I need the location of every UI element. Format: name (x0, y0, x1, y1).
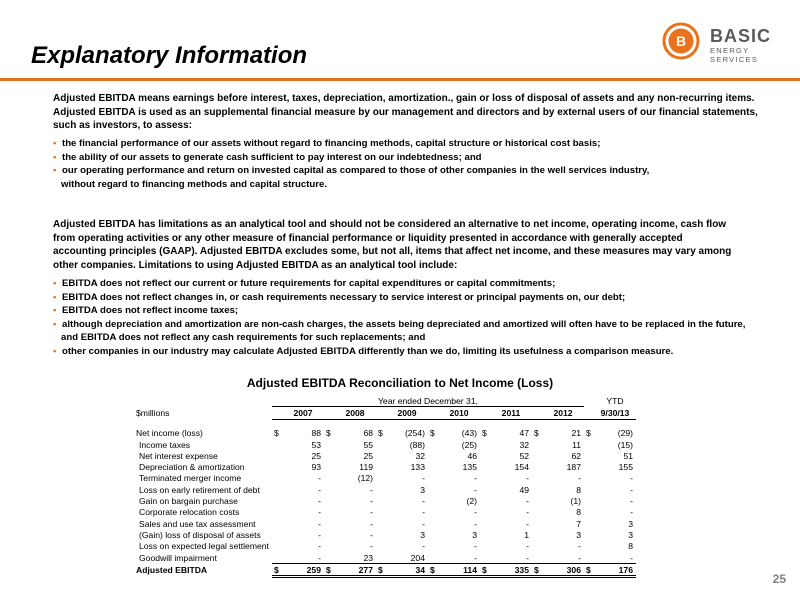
table-cell: 119 (359, 462, 373, 473)
table-cell: - (370, 496, 373, 507)
table-cell: 68 (363, 428, 373, 439)
total-cell: 306 (542, 564, 584, 577)
table-cell: 3 (472, 529, 477, 540)
table-cell: (2) (466, 496, 477, 507)
table-cell: - (422, 541, 425, 552)
list-item: • the ability of our assets to generate cash sufficient to pay interest on our indebtedness; and (53, 151, 773, 165)
table-cell: 135 (462, 462, 477, 473)
currency-cell (376, 484, 386, 495)
table-cell: - (490, 552, 532, 564)
currency-cell (584, 541, 594, 552)
currency-cell (324, 541, 334, 552)
spacer-cell (584, 395, 594, 407)
currency-cell (324, 439, 334, 450)
currency-cell (584, 484, 594, 495)
currency-cell (584, 439, 594, 450)
basic-logo-icon (662, 22, 700, 60)
currency-cell (480, 529, 490, 540)
currency-cell (428, 450, 438, 461)
table-cell: - (594, 552, 636, 564)
table-cell: 32 (415, 450, 425, 461)
table-cell: 23 (334, 552, 376, 564)
currency-cell: $ (532, 564, 542, 577)
currency-cell (376, 507, 386, 518)
currency-cell (272, 529, 282, 540)
row-label: Net income (loss) (136, 428, 203, 439)
currency-cell (324, 473, 334, 484)
table-cell: (254) (404, 428, 425, 439)
table-cell: 3 (420, 529, 425, 540)
row-label: Terminated merger income (139, 473, 242, 484)
currency-cell (480, 484, 490, 495)
table-cell: 32 (519, 439, 529, 450)
currency-cell (532, 541, 542, 552)
page-number: 25 (772, 572, 786, 586)
currency-cell (376, 450, 386, 461)
table-cell: 155 (618, 462, 633, 473)
total-cell: 335 (490, 564, 532, 577)
row-label: Goodwill impairment (139, 552, 217, 563)
ytd-header: YTD (606, 395, 624, 406)
currency-cell (584, 473, 594, 484)
currency-cell (480, 518, 490, 529)
table-cell: (12) (357, 473, 373, 484)
table-cell: - (318, 507, 321, 518)
table-cell: 55 (363, 439, 373, 450)
logo-subtitle: ENERGY SERVICES (710, 46, 759, 64)
currency-cell: $ (324, 564, 334, 577)
spacer-cell (532, 407, 542, 419)
table-row (133, 428, 636, 439)
list-item: • EBITDA does not reflect income taxes; (53, 304, 773, 318)
table-row (133, 461, 636, 472)
table-cell: - (370, 507, 373, 518)
total-label: Adjusted EBITDA (136, 565, 208, 576)
limitations-paragraph: Adjusted EBITDA has limitations as an analytical tool and should not be considered an alternative to net income, operating income, cash flow from operating activities or any other measure of financial performance or liquidity presented in accordance with generally accepted accounting principles (GAAP). Adjusted EBITDA excludes some, but not all, items that affect net income, and these measures may vary among other companies. Limitations to using Adjusted EBITDA as an analytical tool include: (53, 219, 732, 271)
row-label: Corporate relocation costs (139, 507, 240, 518)
spacer-cell (133, 419, 636, 428)
row-label: (Gain) loss of disposal of assets (139, 529, 261, 540)
currency-cell (532, 439, 542, 450)
table-cell: (25) (461, 439, 477, 450)
currency-cell: $ (378, 428, 383, 439)
table-cell: 1 (524, 529, 529, 540)
column-header: 2010 (438, 407, 480, 419)
table-cell: 3 (576, 529, 581, 540)
table-row (133, 484, 636, 495)
column-header: 2009 (386, 407, 428, 419)
column-header: 2008 (334, 407, 376, 419)
table-cell: - (438, 552, 480, 564)
currency-cell (532, 461, 542, 472)
table-cell: - (474, 518, 477, 529)
logo-brand: BASIC (710, 26, 772, 46)
currency-cell (428, 518, 438, 529)
table-cell: - (318, 529, 321, 540)
currency-cell (428, 507, 438, 518)
table-row (133, 541, 636, 552)
currency-cell (272, 450, 282, 461)
intro-paragraph: Adjusted EBITDA means earnings before interest, taxes, depreciation, amortization., gain or loss of disposal of assets and any non-recurring items. Adjusted EBITDA is used as an supplemental financial measure by our management and directors and by external users of our financial statements, such as investors, to assess: (53, 93, 758, 131)
table-cell: 3 (628, 529, 633, 540)
top-bar (0, 0, 800, 4)
table-cell: 8 (576, 484, 581, 495)
page-title: Explanatory Information (31, 42, 308, 69)
currency-cell (324, 461, 334, 472)
currency-cell (324, 529, 334, 540)
currency-cell (428, 439, 438, 450)
total-cell: 34 (386, 564, 428, 577)
currency-cell (272, 507, 282, 518)
spacer-cell (428, 407, 438, 419)
table-cell: (1) (570, 496, 581, 507)
table-header-row (133, 395, 636, 407)
table-cell: 52 (519, 450, 529, 461)
table-cell: 88 (311, 428, 321, 439)
table-cell: - (526, 507, 529, 518)
total-cell: 277 (334, 564, 376, 577)
currency-cell (532, 518, 542, 529)
table-cell: 47 (519, 428, 529, 439)
currency-cell (480, 495, 490, 506)
currency-cell (324, 495, 334, 506)
currency-cell (376, 518, 386, 529)
table-cell: - (318, 541, 321, 552)
list-item: • other companies in our industry may calculate Adjusted EBITDA differently than we do, limiting its usefulness a comparison measure. (53, 345, 773, 359)
table-cell: 187 (566, 462, 581, 473)
list-item: • EBITDA does not reflect our current or future requirements for capital expenditures or capital commitments; (53, 277, 773, 291)
currency-cell (584, 461, 594, 472)
spacer-cell (480, 407, 490, 419)
table-cell: - (526, 541, 529, 552)
currency-cell (532, 495, 542, 506)
table-cell: 62 (571, 450, 581, 461)
table-cell: 11 (572, 439, 581, 450)
table-cell: - (370, 518, 373, 529)
table-row (133, 507, 636, 518)
table-cell: - (318, 484, 321, 495)
logo-letter: B (675, 33, 687, 49)
table-cell: - (474, 484, 477, 495)
list-item: • although depreciation and amortization are non-cash charges, the assets being depreciated and amortized will often have to be replaced in the future, (53, 318, 773, 332)
table-cell: 46 (467, 450, 477, 461)
spacer-cell (584, 407, 594, 419)
table-cell: 204 (386, 552, 428, 564)
currency-cell (584, 552, 594, 564)
list-item: • the financial performance of our assets without regard to financing methods, capital structure or historical cost basis; (53, 137, 773, 151)
spacer-cell (376, 407, 386, 419)
currency-cell: $ (428, 564, 438, 577)
table-cell: - (630, 507, 633, 518)
table-cell: 25 (363, 450, 373, 461)
row-label: Loss on expected legal settlement (139, 541, 269, 552)
currency-cell (480, 450, 490, 461)
table-cell: (29) (617, 428, 633, 439)
currency-cell: $ (274, 428, 279, 439)
currency-cell (480, 473, 490, 484)
table-total-row (133, 564, 636, 577)
row-label: Net interest expense (139, 450, 218, 461)
period-header: Year ended December 31, (272, 395, 584, 407)
list-item: • our operating performance and return on invested capital as compared to those of other companies in the well services industry, (53, 164, 773, 178)
table-row (133, 552, 636, 564)
currency-cell (428, 473, 438, 484)
currency-cell (376, 439, 386, 450)
currency-cell (584, 507, 594, 518)
currency-cell (480, 461, 490, 472)
table-title: Adjusted EBITDA Reconciliation to Net Income (Loss) (246, 376, 554, 390)
row-label: Income taxes (139, 439, 191, 450)
table-cell: - (526, 473, 529, 484)
list-item: • EBITDA does not reflect changes in, or cash requirements necessary to service interest or principal payments on, our debt; (53, 291, 773, 305)
table-cell: - (282, 552, 324, 564)
currency-cell (324, 450, 334, 461)
currency-cell (532, 552, 542, 564)
currency-cell (584, 495, 594, 506)
table-cell: - (422, 496, 425, 507)
table-cell: - (318, 496, 321, 507)
table-cell: - (370, 541, 373, 552)
ebitda-reconciliation-table (133, 395, 636, 578)
currency-cell (376, 461, 386, 472)
currency-cell (272, 439, 282, 450)
table-cell: 53 (311, 439, 321, 450)
table-cell: - (474, 473, 477, 484)
currency-cell (376, 473, 386, 484)
table-cell: - (578, 541, 581, 552)
currency-cell (376, 541, 386, 552)
list-item-continuation: without regard to financing methods and capital structure. (61, 178, 327, 190)
header-rule (0, 78, 800, 81)
currency-cell: $ (430, 428, 435, 439)
currency-cell (428, 541, 438, 552)
currency-cell (532, 450, 542, 461)
spacer-row (133, 419, 636, 428)
table-row (133, 518, 636, 529)
table-cell: - (318, 473, 321, 484)
currency-cell (584, 518, 594, 529)
currency-cell (532, 529, 542, 540)
table-cell: (43) (461, 428, 477, 439)
currency-cell (272, 518, 282, 529)
table-cell: - (526, 496, 529, 507)
currency-cell: $ (272, 564, 282, 577)
spacer-cell (324, 407, 334, 419)
table-cell: 93 (311, 462, 321, 473)
currency-cell: $ (482, 428, 487, 439)
table-cell: - (474, 507, 477, 518)
total-cell: 176 (594, 564, 636, 577)
limitations-bullet-list (53, 277, 773, 358)
currency-cell (428, 461, 438, 472)
table-cell: - (526, 518, 529, 529)
currency-cell (376, 495, 386, 506)
table-cell: 8 (628, 541, 633, 552)
intro-bullet-list (53, 137, 773, 191)
currency-cell (376, 529, 386, 540)
currency-cell: $ (326, 428, 331, 439)
table-cell: 51 (623, 450, 633, 461)
table-cell: 154 (514, 462, 529, 473)
currency-cell (324, 484, 334, 495)
currency-cell (584, 450, 594, 461)
table-cell: - (474, 541, 477, 552)
currency-cell (480, 439, 490, 450)
table-cell: 25 (311, 450, 321, 461)
column-header: 2012 (542, 407, 584, 419)
currency-cell (480, 507, 490, 518)
table-cell: (15) (617, 439, 633, 450)
currency-cell: $ (376, 564, 386, 577)
currency-cell (532, 473, 542, 484)
list-item-continuation: and EBITDA does not reflect any cash requirements for such replacements; and (61, 332, 426, 343)
table-cell: 3 (420, 484, 425, 495)
currency-cell (324, 507, 334, 518)
currency-cell: $ (534, 428, 539, 439)
currency-cell (272, 473, 282, 484)
table-cell: - (370, 484, 373, 495)
currency-cell (428, 495, 438, 506)
currency-cell (272, 552, 282, 564)
table-header-spacer (133, 395, 272, 407)
table-cell: 7 (576, 518, 581, 529)
table-row (133, 439, 636, 450)
currency-cell (428, 552, 438, 564)
table-cell: - (422, 473, 425, 484)
table-cell: (88) (409, 439, 425, 450)
table-cell: - (630, 484, 633, 495)
table-header-row (133, 407, 636, 419)
currency-cell: $ (584, 564, 594, 577)
table-cell: - (630, 496, 633, 507)
currency-cell (272, 541, 282, 552)
table-row (133, 495, 636, 506)
table-cell: - (630, 473, 633, 484)
currency-cell (532, 484, 542, 495)
currency-cell (272, 461, 282, 472)
currency-cell (480, 552, 490, 564)
column-header: 2007 (282, 407, 324, 419)
table-cell: 49 (519, 484, 529, 495)
currency-cell (584, 529, 594, 540)
table-row (133, 529, 636, 540)
table-cell: - (422, 507, 425, 518)
unit-label: $millions (136, 407, 170, 418)
currency-cell (480, 541, 490, 552)
currency-cell (532, 507, 542, 518)
currency-cell (428, 484, 438, 495)
table-cell: - (542, 552, 584, 564)
spacer-cell (272, 407, 282, 419)
column-header: 2011 (490, 407, 532, 419)
row-label: Sales and use tax assessment (139, 518, 256, 529)
table-cell: 3 (628, 518, 633, 529)
currency-cell (324, 552, 334, 564)
currency-cell: $ (480, 564, 490, 577)
table-cell: - (422, 518, 425, 529)
currency-cell (324, 518, 334, 529)
table-cell: - (370, 529, 373, 540)
table-cell: - (318, 518, 321, 529)
currency-cell: $ (586, 428, 591, 439)
row-label: Depreciation & amortization (139, 462, 245, 473)
currency-cell (376, 552, 386, 564)
table-cell: 21 (571, 428, 581, 439)
table-row (133, 473, 636, 484)
total-cell: 259 (282, 564, 324, 577)
table-cell: 8 (576, 507, 581, 518)
currency-cell (272, 495, 282, 506)
row-label: Gain on bargain purchase (139, 496, 238, 507)
row-label: Loss on early retirement of debt (139, 484, 260, 495)
total-cell: 114 (438, 564, 480, 577)
table-row (133, 450, 636, 461)
company-logo (662, 22, 787, 64)
column-header: 9/30/13 (594, 407, 636, 419)
table-cell: 133 (410, 462, 425, 473)
currency-cell (428, 529, 438, 540)
currency-cell (272, 484, 282, 495)
table-cell: - (578, 473, 581, 484)
